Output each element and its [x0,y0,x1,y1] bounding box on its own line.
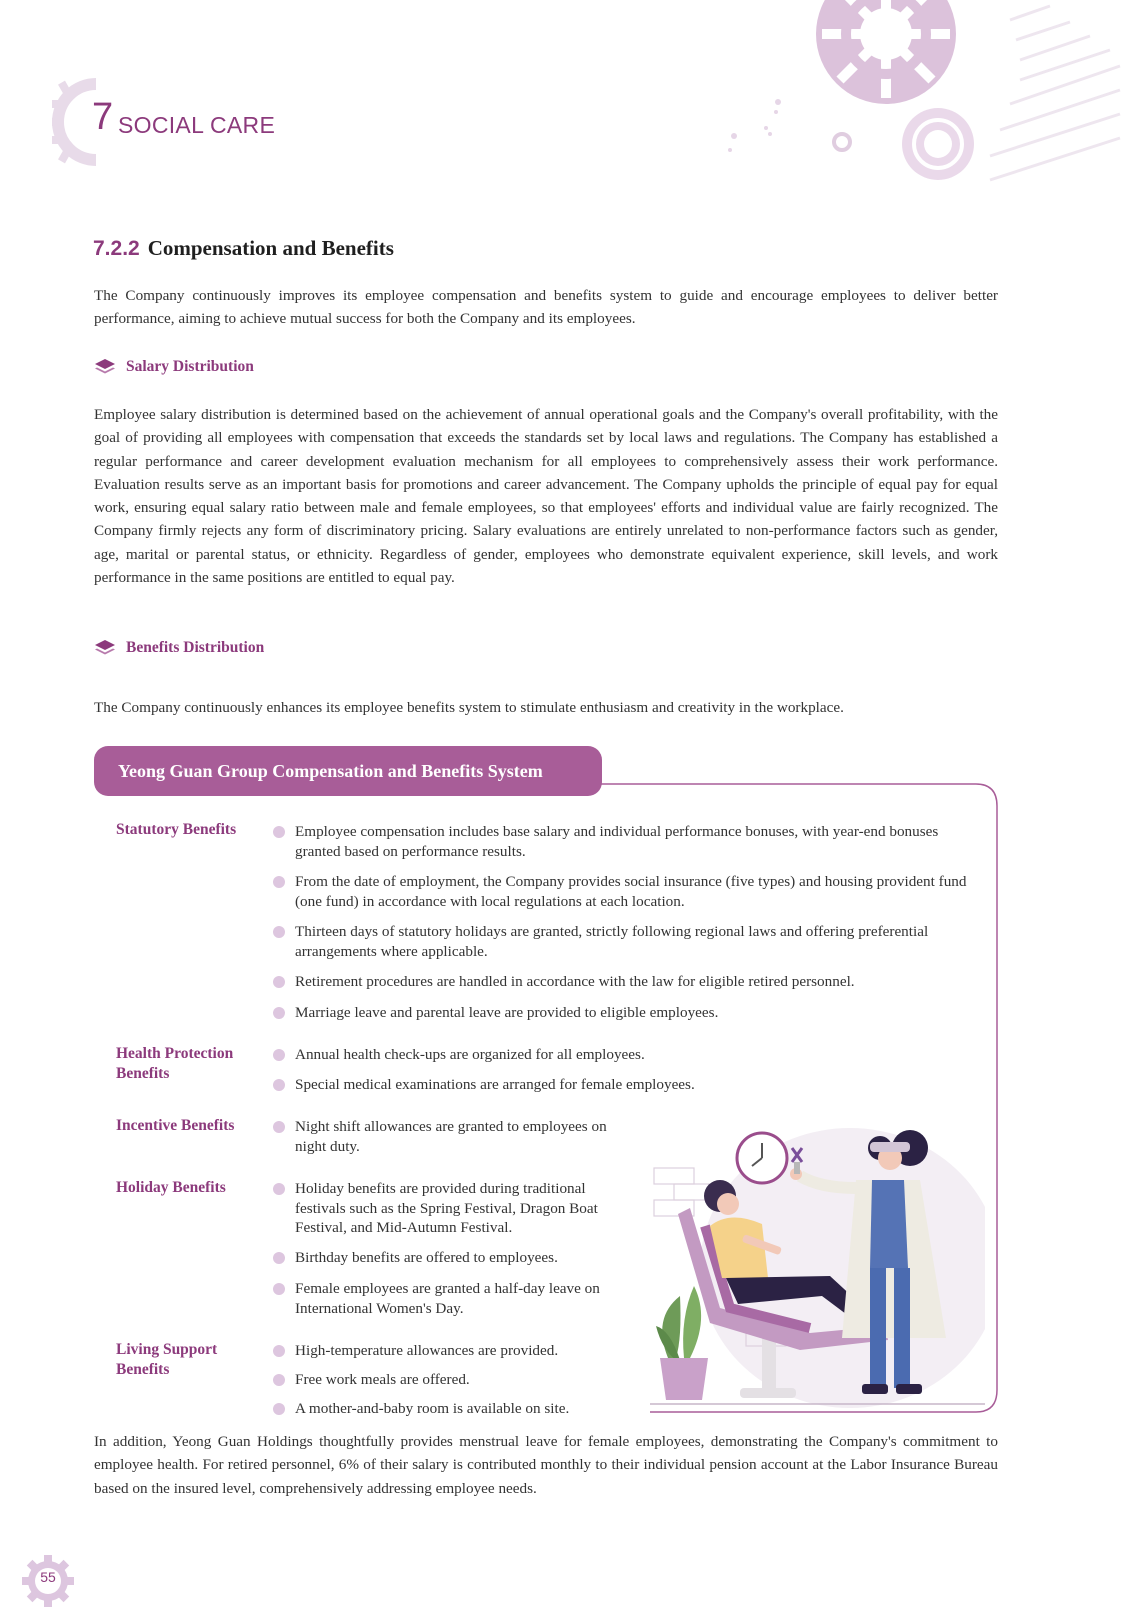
layers-icon [94,639,116,657]
section-heading [93,236,394,261]
list-item: Night shift allowances are granted to employees on night duty. [273,1117,633,1156]
section-number: 7.2.2 [93,237,140,260]
intro-paragraph: The Company continuously improves its employee compensation and benefits system to guide and encourage employees to deliver better performance, aiming to achieve mutual success for both the Company and its employees. [94,287,998,328]
list-item: Female employees are granted a half-day leave on International Women's Day. [273,1279,633,1318]
list-item: From the date of employment, the Company provides social insurance (five types) and housing provident fund (one fund) in accordance with local regulations at each location. [273,872,973,911]
benefits-heading [94,639,264,657]
category-holiday: Holiday Benefits [116,1179,226,1196]
bullet-icon [273,1079,285,1091]
bullet-icon [273,1403,285,1415]
list-item: Thirteen days of statutory holidays are granted, strictly following regional laws and offering preferential arrangements where applicable. [273,922,973,961]
bullet-icon [273,1183,285,1195]
chapter-number: 7 [92,96,114,138]
list-item: Birthday benefits are offered to employees. [273,1248,633,1268]
list-item: Employee compensation includes base salary and individual performance bonuses, with year-end bonuses granted based on performance results. [273,822,973,861]
category-incentive: Incentive Benefits [116,1117,235,1134]
bullet-icon [273,1007,285,1019]
bullet-icon [273,826,285,838]
system-box-title: Yeong Guan Group Compensation and Benefits System [94,746,602,796]
bullet-icon [273,1345,285,1357]
list-item: High-temperature allowances are provided. [273,1341,633,1361]
salary-paragraph: Employee salary distribution is determined based on the achievement of annual operational goals and the Company's overall profitability, with the goal of providing all employees with compensation that exceeds the standards set by local laws and regulations. The Company has established a regular performance and career development evaluation mechanism for all employees to comprehensively assess their work performance. Evaluation results serve as an important basis for promotions and career advancement. The Company upholds the principle of equal pay for equal work, ensuring equal salary ratio between male and female employees, so that employees' efforts and individual value are fairly recognized. The Company firmly rejects any form of discriminatory pricing. Salary evaluations are entirely unrelated to non-performance factors such as gender, age, marital or parental status, or ethnicity. Regardless of gender, employees who demonstrate equivalent experience, skill levels, and work performance in the same positions are entitled to equal pay. [94,406,998,587]
category-living: Living Support Benefits [116,1341,218,1378]
section-title: Compensation and Benefits [147,236,394,260]
closing-paragraph: In addition, Yeong Guan Holdings thoughtfully provides menstrual leave for female employees, demonstrating the Company's commitment to employee health. For retired personnel, 6% of their salary is contributed monthly to their individual pension account at the Labor Insurance Bureau based on the insured level, comprehensively addressing employee needs. [94,1433,998,1497]
bullet-icon [273,926,285,938]
bullet-icon [273,1049,285,1061]
list-item: Free work meals are offered. [273,1370,633,1390]
list-item: Retirement procedures are handled in accordance with the law for eligible retired personnel. [273,972,973,992]
bullet-icon [273,1283,285,1295]
list-item: Marriage leave and parental leave are provided to eligible employees. [273,1003,973,1023]
category-statutory: Statutory Benefits [116,821,237,838]
bullet-icon [273,1121,285,1133]
list-item: Holiday benefits are provided during traditional festivals such as the Spring Festival, Dragon Boat Festival, and Mid-Autumn Festival. [273,1179,633,1238]
bullet-icon [273,1252,285,1264]
chapter-title: SOCIAL CARE [118,112,276,138]
bullet-icon [273,876,285,888]
salary-heading [94,358,254,376]
list-item: A mother-and-baby room is available on site. [273,1399,633,1419]
health-checkup-illustration [650,1118,985,1408]
list-item: Special medical examinations are arranged for female employees. [273,1075,973,1095]
gears-decoration [720,0,1124,210]
salary-heading-label: Salary Distribution [126,358,254,375]
benefits-heading-label: Benefits Distribution [126,639,265,656]
category-health: Health Protection Benefits [116,1045,234,1082]
bullet-icon [273,976,285,988]
bullet-icon [273,1374,285,1386]
benefits-paragraph: The Company continuously enhances its employee benefits system to stimulate enthusiasm and creativity in the workplace. [94,699,844,716]
page-number: 55 [40,1569,56,1585]
list-item: Annual health check-ups are organized for all employees. [273,1045,973,1065]
layers-icon [94,358,116,376]
